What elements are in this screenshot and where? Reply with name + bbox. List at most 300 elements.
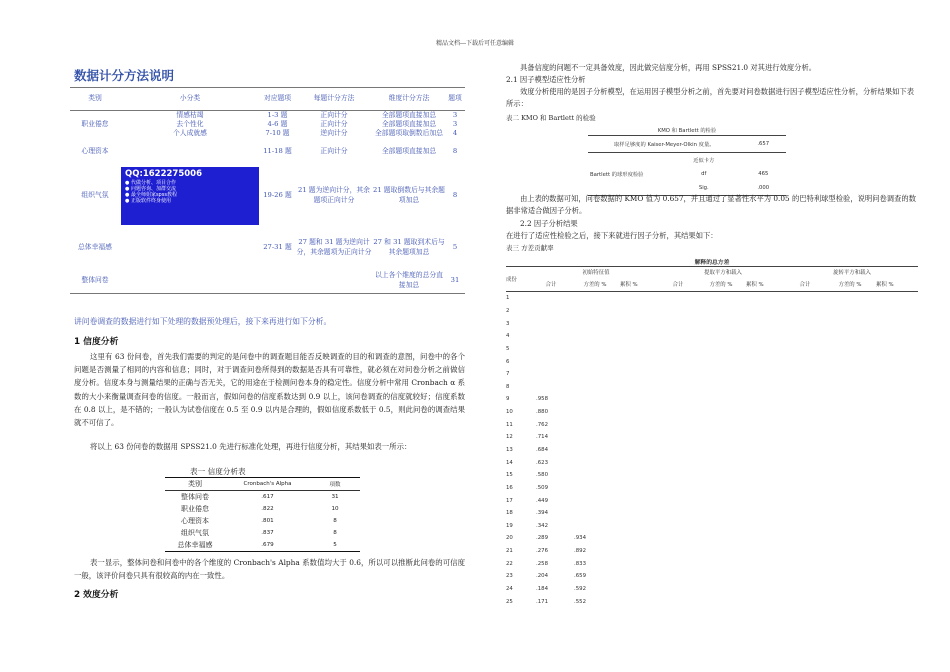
table-row — [165, 539, 360, 552]
cell — [620, 545, 660, 558]
cell — [696, 545, 746, 558]
cell — [570, 330, 620, 343]
cell — [570, 355, 620, 368]
cell: 正向计分 — [320, 120, 348, 129]
cell — [570, 469, 620, 482]
cell — [532, 355, 570, 368]
cell: 21 题取倒数后与其余题项加总 — [373, 186, 445, 204]
cell — [620, 570, 660, 583]
cell — [660, 532, 696, 545]
cell — [786, 380, 824, 393]
cell: 总体幸福感 — [78, 242, 112, 251]
cell — [824, 330, 876, 343]
cell — [824, 380, 876, 393]
cell — [746, 292, 786, 305]
cell — [620, 469, 660, 482]
cell — [660, 545, 696, 558]
cell — [824, 305, 876, 318]
cell — [620, 393, 660, 406]
cell — [620, 456, 660, 469]
cell: 全部题项直接加总 — [381, 111, 437, 119]
reliability-paragraph: 这里有 63 份问卷，首先我们需要的判定的是问卷中的调查题目能否反映调查的目的和调查的意图，问卷中的各个问题是否测量了相同的内容和信息；同时，对于调查问卷所得到的数据是否具有可靠性，就必须在对问卷分析之前做信度分析。信度本身与测量结果的正确与否无关，它的用途在于检测问卷本身的稳定性。信度分析中常用 Cronbach α 系数的大小来衡量调查问卷的信度。一般而言，假如问卷的信度系数达到 0.9 以上，该问卷调查的信度就较好；信度系数在 0.8 以上，是不错的；一般认为试卷信度在 0.5 至 0.9 以内是合理的，假如信度系数低于 0.5，则此问卷的调查结果就不可信了。 — [74, 352, 465, 428]
cell: .837 — [261, 530, 274, 536]
table-row — [506, 343, 918, 356]
col-header: 成份 — [506, 267, 532, 292]
cell — [876, 330, 918, 343]
kmo-label: 取样足够度的 Kaiser-Meyer-Olkin 度量。 — [588, 136, 741, 153]
variance-title: 解释的总方差 — [694, 259, 730, 266]
cell — [620, 507, 660, 520]
page-header-note: 精品文档---下载后可任意编辑 — [435, 40, 515, 47]
table-row — [506, 532, 918, 545]
cell — [620, 583, 660, 596]
cell — [570, 368, 620, 381]
cell: 整体问卷 — [181, 493, 209, 501]
cell — [532, 380, 570, 393]
cell: 10 — [506, 409, 513, 416]
cell — [876, 292, 918, 305]
cell: 去个性化 — [176, 120, 204, 129]
cell — [746, 406, 786, 419]
cell — [620, 444, 660, 457]
cell — [660, 406, 696, 419]
cell — [746, 482, 786, 495]
cell — [746, 570, 786, 583]
cell — [746, 317, 786, 330]
ad-line: ● 最全师姐家spss教程 — [125, 191, 177, 198]
cell: 2 — [506, 307, 510, 314]
cell: .659 — [574, 573, 587, 580]
cell — [620, 482, 660, 495]
table-row — [506, 292, 918, 305]
cell: 24 — [506, 586, 513, 593]
subsection-heading-2-1: 2.1 因子模型适应性分析 — [506, 75, 586, 84]
cell: 9 — [506, 396, 510, 403]
cell — [824, 343, 876, 356]
table-row — [70, 139, 465, 165]
cell — [570, 456, 620, 469]
cell — [660, 595, 696, 608]
cell: 31 — [450, 275, 460, 284]
table-row — [506, 418, 918, 431]
cell — [876, 456, 918, 469]
cell: 5 — [506, 345, 510, 352]
cell — [570, 406, 620, 419]
cell — [876, 380, 918, 393]
cell — [532, 330, 570, 343]
cell — [660, 355, 696, 368]
table-row — [506, 368, 918, 381]
cell: 4-6 题 — [267, 120, 288, 129]
cell: 21 — [506, 548, 513, 555]
cell — [696, 507, 746, 520]
cell — [532, 343, 570, 356]
cell — [786, 557, 824, 570]
cell — [876, 482, 918, 495]
cell — [696, 317, 746, 330]
cell — [746, 380, 786, 393]
table-row — [506, 406, 918, 419]
cell — [786, 532, 824, 545]
cell — [660, 418, 696, 431]
cell — [570, 305, 620, 318]
cell: .880 — [536, 409, 549, 416]
cell: 情感枯竭 — [176, 111, 204, 119]
cell — [620, 520, 660, 533]
table-row — [506, 545, 918, 558]
col-header: 方差的 % — [709, 282, 733, 288]
col-header: 类别 — [88, 94, 102, 103]
cell — [876, 507, 918, 520]
cell — [620, 305, 660, 318]
kmo-conclusion: 由上表的数据可知，问卷数据的 KMO 值为 0.657，并且通过了显著性水平为 0.05 的巴特利球型检验，说明问卷调查的数据非常适合做因子分析。 — [506, 194, 916, 216]
cell — [696, 595, 746, 608]
table-row — [506, 570, 918, 583]
cell — [120, 227, 260, 269]
cell — [786, 469, 824, 482]
cell: .617 — [261, 494, 274, 500]
cell: 个人成就感 — [173, 129, 207, 138]
cell: 总体幸福感 — [177, 541, 213, 549]
cell — [876, 595, 918, 608]
cell — [532, 317, 570, 330]
cell: .394 — [536, 510, 549, 517]
cell: 20 — [506, 535, 513, 542]
cell — [786, 431, 824, 444]
cell — [824, 368, 876, 381]
cell: .958 — [536, 396, 549, 403]
factor-intro: 在进行了适应性检验之后，接下来就进行因子分析，其结果如下： — [506, 231, 718, 240]
ad-line: ● 问题咨询、加群交流 — [125, 185, 176, 192]
col-header: 累积 % — [876, 282, 894, 288]
cell: .684 — [536, 447, 549, 453]
validity-intro: 具备信度的问题不一定具备效度，因此做完信度分析，再用 SPSS21.0 对其进行效度分析。 — [520, 63, 817, 72]
cell: 整体问卷 — [81, 275, 109, 284]
cell — [620, 532, 660, 545]
cell — [620, 368, 660, 381]
cell: 正向计分 — [320, 146, 348, 155]
cell: .801 — [261, 518, 274, 524]
cell: 1 — [506, 295, 510, 302]
kmo-title: KMO 和 Bartlett 的检验 — [588, 125, 786, 136]
col-header: 小分类 — [179, 94, 201, 103]
cell — [696, 380, 746, 393]
cell: 8 — [506, 383, 510, 390]
cell — [824, 545, 876, 558]
cell — [786, 595, 824, 608]
cell — [786, 330, 824, 343]
cell — [570, 380, 620, 393]
cell — [570, 520, 620, 533]
cell — [532, 368, 570, 381]
table-row — [506, 520, 918, 533]
cell — [876, 532, 918, 545]
cell: 19 — [506, 522, 513, 529]
cell — [696, 406, 746, 419]
cell: 12 — [506, 434, 513, 441]
table-row — [506, 494, 918, 507]
table-row — [506, 393, 918, 406]
cell — [786, 507, 824, 520]
cell — [786, 494, 824, 507]
cell — [570, 393, 620, 406]
cell: 3 — [452, 111, 458, 119]
cell — [786, 545, 824, 558]
cell — [295, 269, 373, 294]
col-header: 项数 — [329, 482, 341, 488]
cell: 27-31 题 — [263, 242, 292, 251]
cell — [570, 431, 620, 444]
table-row — [506, 380, 918, 393]
cell — [786, 406, 824, 419]
cell: .171 — [536, 598, 549, 605]
cell — [876, 431, 918, 444]
col-header: 累积 % — [620, 282, 638, 288]
cell — [696, 557, 746, 570]
cell: 16 — [506, 484, 513, 491]
cell — [696, 292, 746, 305]
cell: 1-3 题 — [267, 111, 288, 119]
cell — [570, 507, 620, 520]
cell — [876, 406, 918, 419]
cell: .822 — [261, 506, 274, 512]
cell — [746, 545, 786, 558]
cell: 逆向计分 — [320, 129, 348, 138]
cell — [696, 431, 746, 444]
cell — [786, 368, 824, 381]
cell: 23 — [506, 573, 513, 580]
cell: 10 — [331, 506, 339, 512]
cell — [746, 444, 786, 457]
cell — [876, 570, 918, 583]
cell — [620, 431, 660, 444]
cell — [786, 317, 824, 330]
cell: 正向计分 — [320, 111, 348, 119]
table1-caption: 表一 信度分析表 — [190, 467, 246, 476]
cell: .833 — [574, 560, 587, 567]
cell — [746, 368, 786, 381]
cell: 11-18 题 — [263, 146, 292, 155]
cell: 5 — [333, 542, 337, 548]
table-row — [70, 165, 465, 227]
cell: .509 — [536, 484, 549, 491]
cell — [532, 292, 570, 305]
cell — [620, 494, 660, 507]
cell — [696, 368, 746, 381]
table-row — [70, 129, 465, 138]
cell — [876, 545, 918, 558]
cell: 25 — [506, 598, 513, 605]
cell — [570, 444, 620, 457]
variance-table — [506, 256, 918, 608]
cell: 11 — [506, 421, 513, 428]
cell — [570, 494, 620, 507]
cell: 职业倦怠 — [81, 120, 109, 129]
group-header: 旋转平方和载入 — [786, 267, 918, 278]
cell — [786, 482, 824, 495]
cell: 21 题为逆向计分，其余题项正向计分 — [298, 186, 370, 204]
cell: 组织气氛 — [181, 529, 209, 537]
cell — [660, 520, 696, 533]
sig-label: Sig. — [667, 181, 741, 196]
cell — [746, 494, 786, 507]
table3-caption: 表三 方差贡献率 — [506, 244, 554, 252]
table-row — [165, 503, 360, 515]
cell — [660, 507, 696, 520]
cell — [746, 595, 786, 608]
cell — [620, 380, 660, 393]
preprocess-note: 讲问卷调查的数据进行如下处理的数据预处理后，接下来再进行如下分析。 — [74, 317, 332, 326]
cell — [746, 330, 786, 343]
cell — [876, 368, 918, 381]
cell — [260, 269, 295, 294]
kmo-bartlett-table — [588, 125, 786, 196]
cell — [746, 557, 786, 570]
cell — [660, 292, 696, 305]
cell — [660, 557, 696, 570]
cell — [620, 418, 660, 431]
cell — [824, 494, 876, 507]
cell: 4 — [506, 333, 510, 340]
cell: 18 — [506, 510, 513, 517]
cell — [660, 317, 696, 330]
cell — [824, 595, 876, 608]
cell — [660, 494, 696, 507]
sig-value: .000 — [741, 181, 786, 196]
table-row — [70, 111, 465, 121]
col-header: 合计 — [545, 282, 557, 288]
cell: 8 — [333, 530, 337, 536]
col-header: Cronbach's Alpha — [243, 481, 292, 487]
cell — [876, 305, 918, 318]
cell — [746, 520, 786, 533]
adaptability-paragraph: 效度分析使用的是因子分析模型，在运用因子模型分析之前，首先要对问卷数据进行因子模型适应性分析，分析结果如下表所示： — [506, 87, 915, 109]
table-row — [506, 595, 918, 608]
cell — [824, 469, 876, 482]
cell — [120, 139, 260, 165]
cell — [570, 317, 620, 330]
reliability-table — [165, 477, 360, 552]
cell — [876, 317, 918, 330]
document-title: 数据计分方法说明 — [74, 68, 175, 83]
cell: 心理资本 — [81, 146, 109, 155]
cell — [696, 456, 746, 469]
subsection-heading-2-2: 2.2 因子分析结果 — [520, 219, 578, 228]
cell — [696, 494, 746, 507]
table-row — [506, 583, 918, 596]
table-row — [506, 317, 918, 330]
col-header: 合计 — [672, 282, 684, 288]
cell — [824, 583, 876, 596]
cell: .342 — [536, 522, 549, 529]
cell — [620, 343, 660, 356]
cell — [660, 368, 696, 381]
cell — [660, 444, 696, 457]
cell — [824, 532, 876, 545]
ad-line: ● 代做分析、项目合作 — [125, 179, 176, 186]
cell — [570, 292, 620, 305]
cell — [746, 456, 786, 469]
cell — [696, 330, 746, 343]
table-row — [506, 456, 918, 469]
cell: 31 — [331, 494, 339, 500]
table-row — [506, 507, 918, 520]
table-row — [506, 305, 918, 318]
kmo-value: .657 — [741, 136, 786, 153]
cell: 组织气氛 — [81, 190, 109, 199]
cell: 心理资本 — [181, 517, 209, 525]
cell — [570, 482, 620, 495]
cell — [824, 520, 876, 533]
cell — [876, 494, 918, 507]
cell — [660, 469, 696, 482]
cell: .204 — [536, 573, 549, 580]
cell — [660, 380, 696, 393]
cell: 8 — [333, 518, 337, 524]
cell — [786, 393, 824, 406]
cell — [120, 165, 260, 227]
cell — [746, 469, 786, 482]
col-header: 每题计分方法 — [313, 94, 355, 103]
cell — [696, 418, 746, 431]
cell — [696, 570, 746, 583]
cell — [620, 330, 660, 343]
contact-ad-banner — [121, 167, 259, 225]
cell: .258 — [536, 560, 549, 567]
cell — [570, 343, 620, 356]
ad-qq: QQ:1622275006 — [125, 168, 202, 179]
table-row — [165, 515, 360, 527]
cell: .289 — [536, 535, 549, 542]
cell — [696, 393, 746, 406]
cell — [824, 355, 876, 368]
cell: .934 — [574, 535, 587, 542]
table-row — [506, 557, 918, 570]
df-label: df — [701, 171, 707, 177]
cell — [620, 406, 660, 419]
cell: .762 — [536, 421, 549, 428]
cell: 27 和 31 题取到术后与其余题项加总 — [373, 238, 445, 256]
reliability-conclusion: 表一显示，整体问卷和问卷中的各个维度的 Cronbach's Alpha 系数值均大于 0.6，所以可以推断此问卷的可信度一般，该评价问卷只具有很较高的内在一致性。 — [74, 558, 465, 581]
section-heading-validity: 2 效度分析 — [74, 590, 119, 600]
cell — [876, 469, 918, 482]
cell — [120, 269, 260, 294]
cell — [696, 469, 746, 482]
cell — [620, 292, 660, 305]
cell — [746, 431, 786, 444]
cell: .714 — [536, 434, 549, 441]
cell: 19-26 题 — [263, 190, 292, 199]
cell: .592 — [574, 586, 587, 593]
cell — [660, 482, 696, 495]
cell — [876, 444, 918, 457]
cell — [824, 444, 876, 457]
col-header: 类别 — [188, 480, 202, 488]
cell — [696, 305, 746, 318]
col-header: 方差的 % — [838, 282, 862, 288]
cell — [532, 305, 570, 318]
cell: .679 — [261, 542, 274, 548]
cell — [824, 482, 876, 495]
col-header: 对应题项 — [263, 94, 292, 103]
table-row — [506, 431, 918, 444]
cell — [696, 482, 746, 495]
cell — [620, 595, 660, 608]
cell: 以上各个维度的总分直接加总 — [375, 271, 443, 289]
bartlett-group-label: Bartlett 的球形度检验 — [590, 172, 644, 178]
cell — [570, 418, 620, 431]
cell — [824, 317, 876, 330]
